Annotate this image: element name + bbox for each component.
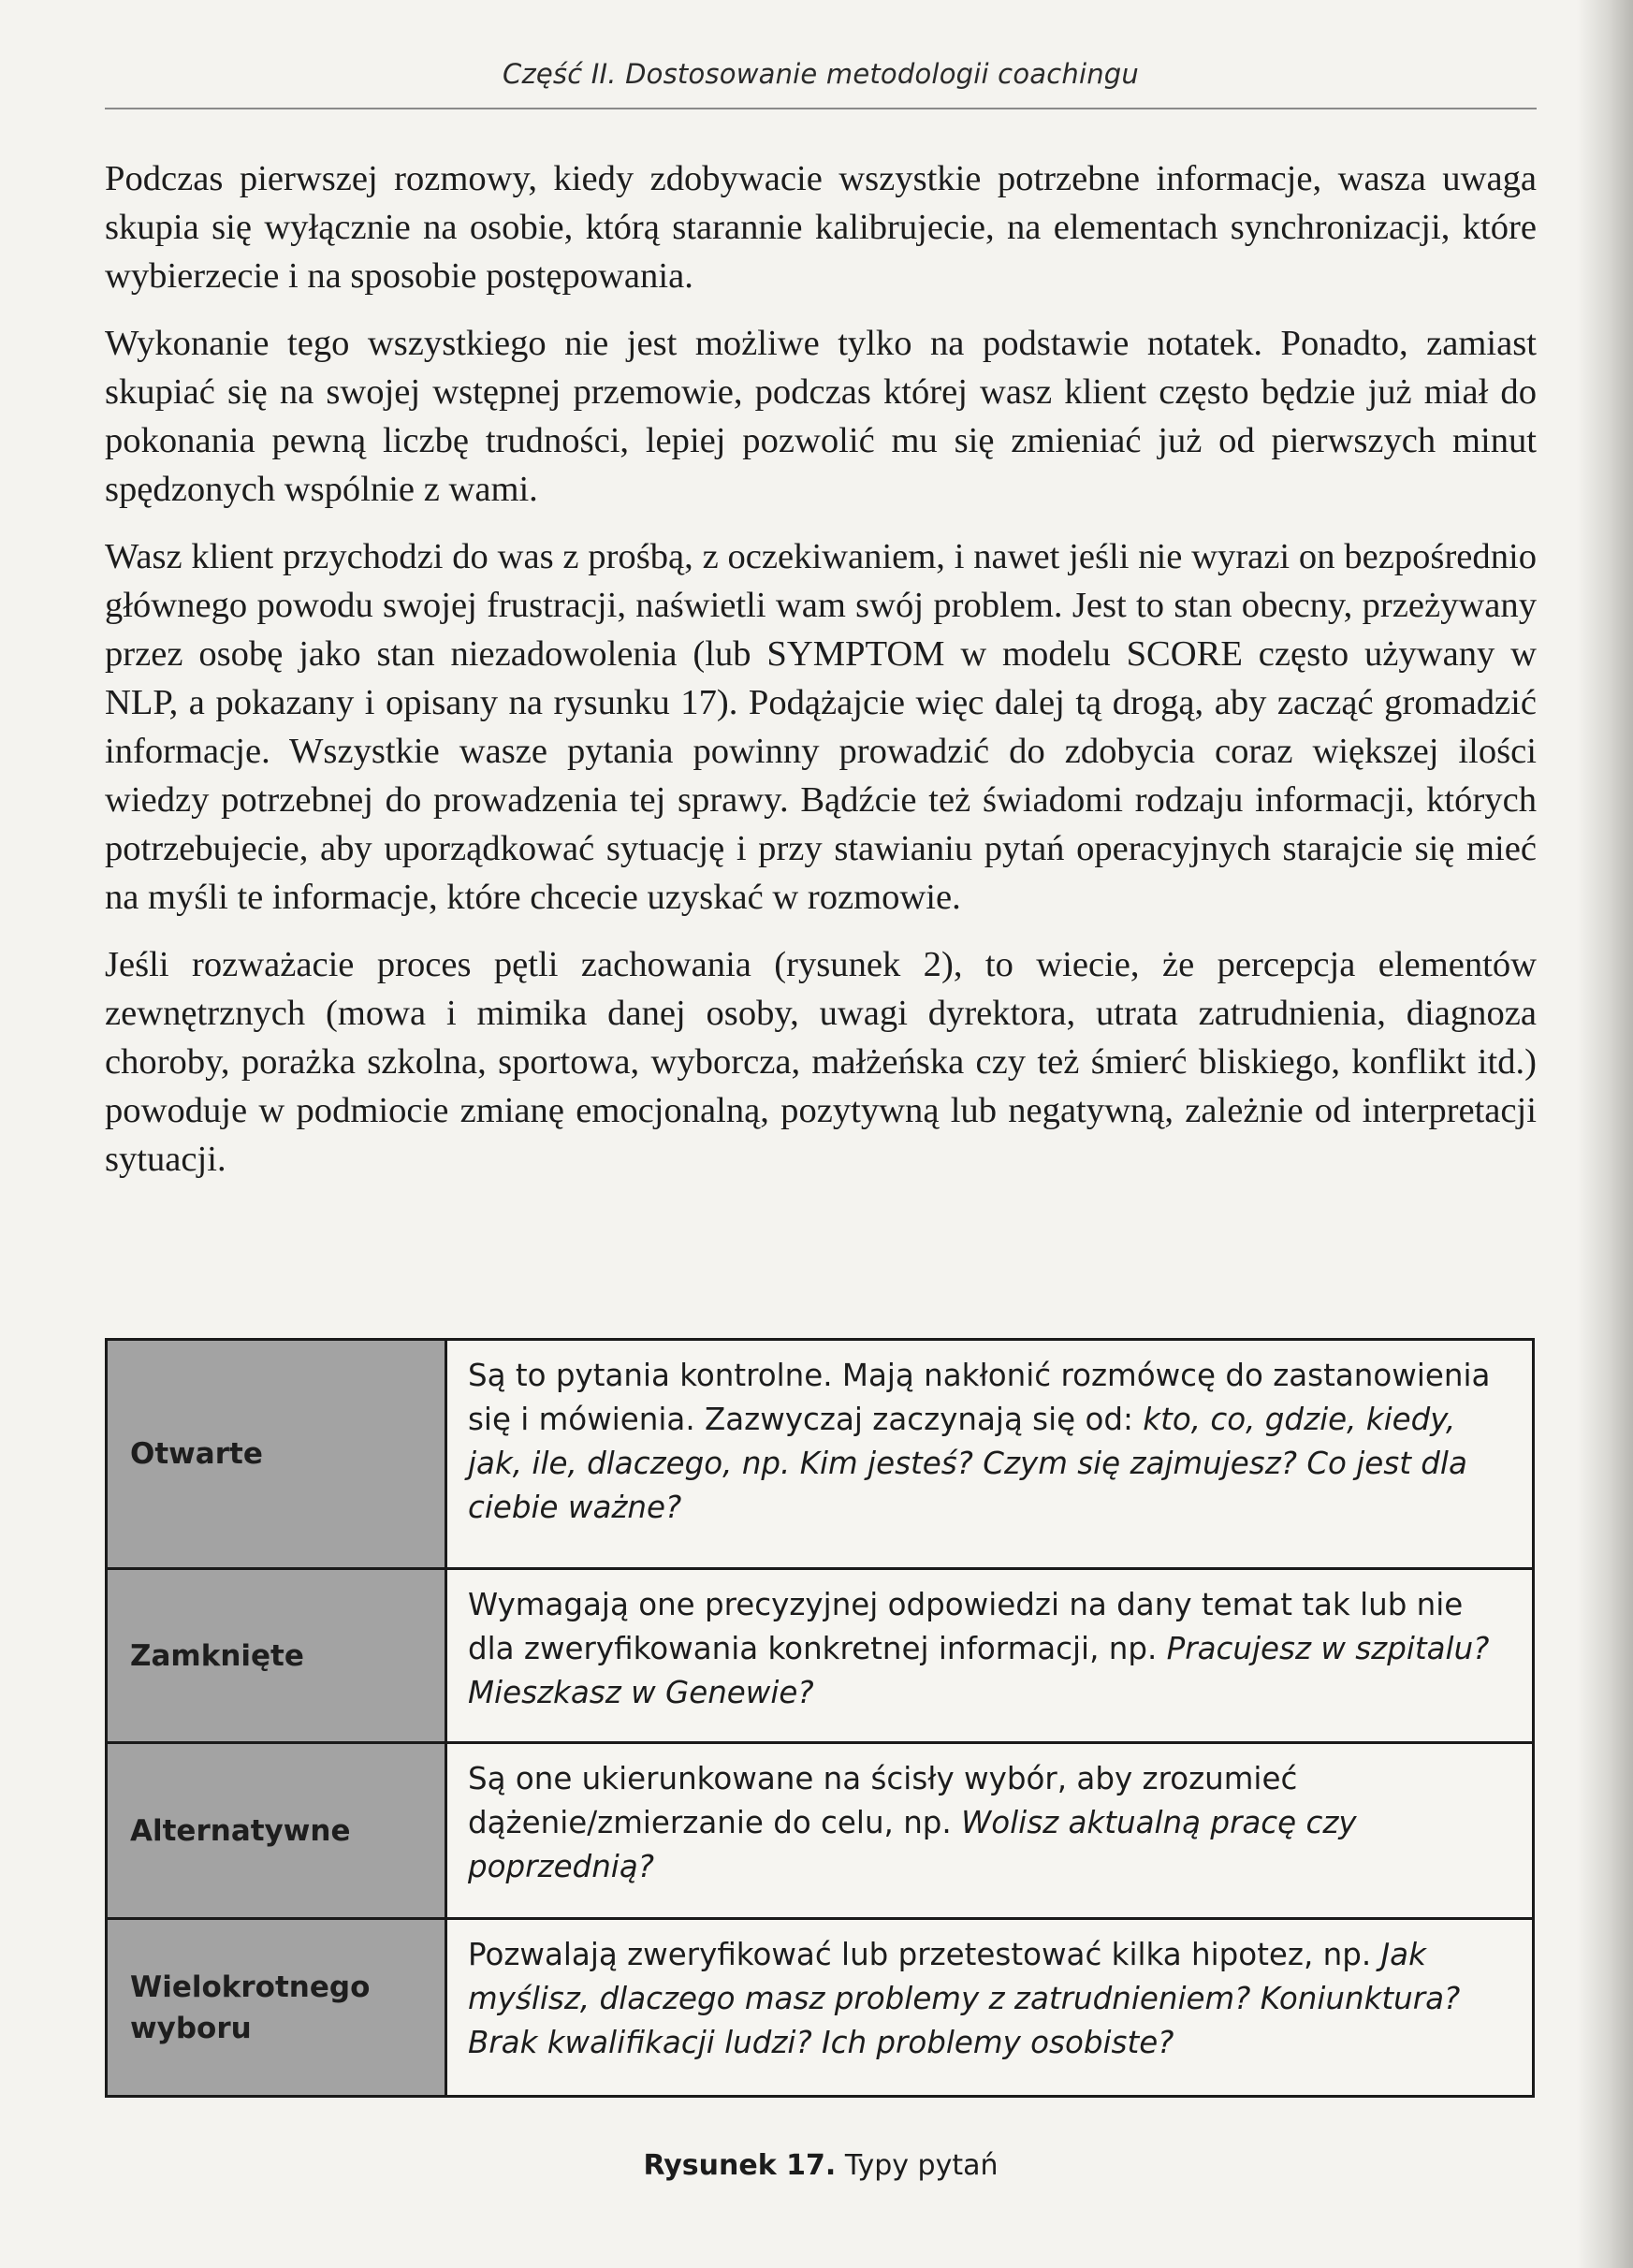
caption-label: Rysunek 17.: [643, 2149, 837, 2182]
row-desc-example: Pracujesz w szpitalu? Mieszkasz w Genewie?: [468, 1631, 1490, 1710]
row-label-wielokrotnego-wyboru: Wielokrotnego wyboru: [108, 1920, 447, 2095]
row-label-otwarte: Otwarte: [108, 1341, 447, 1570]
row-desc-example: kto, co, gdzie, kiedy, jak, ile, dlaczego, np. Kim jesteś? Czym się zajmujesz? Co jest dla ciebie ważne?: [468, 1402, 1467, 1525]
row-desc-alternatywne: [447, 1744, 1532, 1920]
caption-text: Typy pytań: [844, 2149, 999, 2182]
paragraph: Wasz klient przychodzi do was z prośbą, z oczekiwaniem, i nawet jeśli nie wyrazi on bezpośrednio głównego powodu swojej frustracji, naświetli wam swój problem. Jest to stan obecny, przeżywany przez osobę jako stan niezadowolenia (lub SYMPTOM w modelu SCORE często używany w NLP, a pokazany i opisany na rysunku 17). Podążajcie więc dalej tą drogą, aby zacząć gromadzić informacje. Wszystkie wasze pytania powinny prowadzić do zdobycia coraz większej ilości wiedzy potrzebnej do prowadzenia tej sprawy. Bądźcie też świadomi rodzaju informacji, których potrzebujecie, aby uporządkować sytuację i przy stawianiu pytań operacyjnych starajcie się mieć na myśli te informacje, które chcecie uzyskać w rozmowie.: [105, 537, 1537, 917]
row-desc-wielokrotnego-wyboru: [447, 1920, 1532, 2095]
paragraph: Podczas pierwszej rozmowy, kiedy zdobywacie wszystkie potrzebne informacje, wasza uwaga skupia się wyłącznie na osobie, którą starannie kalibrujecie, na elementach synchronizacji, które wybierzecie i na sposobie postępowania.: [105, 159, 1537, 296]
row-label-zamkniete: Zamknięte: [108, 1570, 447, 1744]
row-desc-example: Wolisz aktualną pracę czy poprzednią?: [468, 1805, 1357, 1884]
header-rule: [105, 108, 1537, 109]
row-desc-text: Pozwalają zweryfikować lub przetestować kilka hipotez, np.: [468, 1937, 1372, 1972]
body-text: [105, 154, 1537, 1202]
row-desc-text: Są to pytania kontrolne. Mają nakłonić rozmówcę do zastanowienia się i mówienia. Zazwyczaj zaczynają się od:: [468, 1358, 1491, 1437]
row-desc-text: Wymagają one precyzyjnej odpowiedzi na dany temat tak lub nie dla zweryfikowania konkretnej informacji, np.: [468, 1587, 1464, 1666]
row-label-alternatywne: Alternatywne: [108, 1744, 447, 1920]
paragraph: Wykonanie tego wszystkiego nie jest możliwe tylko na podstawie notatek. Ponadto, zamiast skupiać się na swojej wstępnej przemowie, podczas której wasz klient często będzie już miał do pokonania pewną liczbę trudności, lepiej pozwolić mu się zmieniać już od pierwszych minut spędzonych wspólnie z wami.: [105, 324, 1537, 509]
paragraph: Jeśli rozważacie proces pętli zachowania (rysunek 2), to wiecie, że percepcja elementów zewnętrznych (mowa i mimika danej osoby, uwagi dyrektora, utrata zatrudnienia, diagnoza choroby, porażka szkolna, sportowa, wyborcza, małżeńska czy też śmierć bliskiego, konflikt itd.) powoduje w podmiocie zmianę emocjonalną, pozytywną lub negatywną, zależnie od interpretacji sytuacji.: [105, 945, 1537, 1179]
question-types-table: [105, 1338, 1535, 2098]
row-desc-text: Są one ukierunkowane na ścisły wybór, aby zrozumieć dążenie/zmierzanie do celu, np.: [468, 1761, 1298, 1840]
row-desc-otwarte: [447, 1341, 1532, 1570]
figure-caption: [105, 2149, 1537, 2182]
row-desc-example: Jak myślisz, dlaczego masz problemy z zatrudnieniem? Koniunktura? Brak kwalifikacji ludzi? Ich problemy osobiste?: [468, 1937, 1461, 2060]
running-head: Część II. Dostosowanie metodologii coachingu: [503, 58, 1139, 90]
row-desc-zamkniete: [447, 1570, 1532, 1744]
page-edge-shadow: [1577, 0, 1633, 2268]
